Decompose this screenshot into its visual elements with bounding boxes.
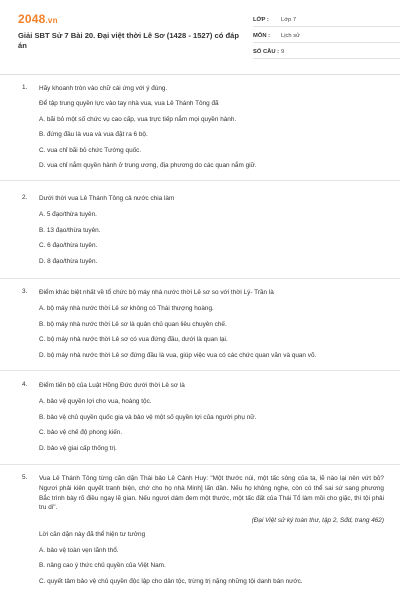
logo-suffix: .vn <box>45 16 58 25</box>
question-text: Điểm tiến bộ của Luật Hồng Đức dưới thời Lê sơ là <box>39 382 185 389</box>
option-b[interactable]: B. bảo vệ chủ quyền quốc gia và bảo vệ một số quyền lợi của người phụ nữ. <box>39 413 257 421</box>
option-d[interactable]: D. bộ máy nhà nước thời Lê sơ đứng đầu là vua, giúp việc vua có các chức quan văn và quan võ. <box>39 351 317 359</box>
option-b[interactable]: B. đứng đầu là vua và vua đặt ra 6 bộ. <box>39 131 148 138</box>
logo-number: 2048 <box>18 12 46 26</box>
meta-grade <box>253 14 400 27</box>
question-separator <box>0 278 400 279</box>
option-a[interactable]: A. 5 đạo/thừa tuyên. <box>39 211 97 218</box>
question-subtext: Để tập trung quyền lực vào tay nhà vua, vua Lê Thánh Tông đã <box>39 100 219 107</box>
option-c[interactable]: C. vua chỉ bãi bỏ chức Tướng quốc. <box>39 146 142 154</box>
question-number: 3. <box>22 288 28 295</box>
option-c[interactable]: C. quyết tâm bảo vệ chủ quyền độc lập cho dân tộc, trừng trị nặng những tội danh bán nước. <box>39 577 303 585</box>
option-b[interactable]: B. nâng cao ý thức chủ quyền của Việt Nam. <box>39 562 166 570</box>
page-title: Giải SBT Sử 7 Bài 20. Đại việt thời Lê Sơ (1428 - 1527) có đáp án <box>18 31 239 50</box>
site-logo[interactable] <box>18 12 58 26</box>
meta-key: SỐ CÂU : <box>253 49 280 55</box>
header-divider <box>0 74 400 75</box>
meta-key: LỚP : <box>253 17 269 23</box>
question-text: Dưới thời vua Lê Thánh Tông cả nước chia làm <box>39 195 175 202</box>
question-separator <box>0 464 400 465</box>
question-number: 5. <box>22 474 28 481</box>
option-d[interactable]: D. vua chỉ nắm quyền hành ở trung ương, địa phương do các quan nắm giữ. <box>39 162 257 169</box>
meta-value: Lớp 7 <box>281 17 297 23</box>
meta-value: Lịch sử <box>281 33 301 39</box>
question-3 <box>22 288 384 360</box>
question-number: 2. <box>22 194 28 201</box>
question-text: Vua Lê Thánh Tông từng căn dặn Thái bảo Lê Cảnh Huy: "Một thước núi, một tấc sông của ta, lẽ nào lại nên vứt bỏ? Ngươi phải kiên quyết tranh biện, chớ cho họ nhà Minh] lấn dần. Nếu họ không nghe, còn có thể sai sứ sang phương Bắc trình bày rõ điều ngay lẽ gian. Nếu ngươi dám đem một thước, một tấc đất của Thái Tổ làm mồi cho giặc, thì tội phải tru di". <box>39 475 384 512</box>
option-c[interactable]: C. bộ máy nhà nước thời Lê sơ có vua đứng đầu, dưới là quan lại. <box>39 336 228 343</box>
question-2 <box>22 194 384 266</box>
option-a[interactable]: A. bảo vệ quyền lợi cho vua, hoàng tộc. <box>39 398 152 405</box>
question-separator <box>0 180 400 181</box>
meta-subject <box>253 30 400 43</box>
question-number: 1. <box>22 84 28 91</box>
option-d[interactable]: D. bảo vệ giai cấp thống trị. <box>39 444 117 452</box>
question-5 <box>22 474 384 586</box>
question-text: Điểm khác biệt nhất về tổ chức bộ máy nhà nước thời Lê sơ so với thời Lý- Trần là <box>39 289 274 296</box>
header <box>18 12 384 64</box>
question-subtext: Lời căn dặn này đã thể hiện tư tưởng <box>39 531 146 539</box>
option-a[interactable]: A. bộ máy nhà nước thời Lê sơ không có Thái thượng hoàng. <box>39 305 214 312</box>
question-1 <box>22 84 384 171</box>
question-text: Hãy khoanh tròn vào chữ cái ứng với ý đúng. <box>39 85 168 92</box>
option-a[interactable]: A. bãi bỏ một số chức vụ cao cấp, vua trực tiếp nắm mọi quyền hành. <box>39 115 237 123</box>
option-c[interactable]: C. bảo vệ chế độ phong kiến. <box>39 429 123 436</box>
option-d[interactable]: D. 8 đạo/thừa tuyên. <box>39 257 98 265</box>
meta-value: 9 <box>281 49 285 55</box>
option-b[interactable]: B. 13 đạo/thừa tuyên. <box>39 226 101 234</box>
question-number: 4. <box>22 381 28 388</box>
option-c[interactable]: C. 6 đạo/thừa tuyên. <box>39 242 98 249</box>
question-4 <box>22 381 384 453</box>
meta-question-count <box>253 46 400 59</box>
quote-source: (Đại Việt sử ký toàn thư, tập 2, Sđd, trang 462) <box>251 517 384 525</box>
meta-key: MÔN : <box>253 33 271 39</box>
option-a[interactable]: A. bảo vệ toàn vẹn lãnh thổ. <box>39 546 119 554</box>
question-separator <box>0 370 400 371</box>
meta-info <box>253 14 400 62</box>
option-b[interactable]: B. bộ máy nhà nước thời Lê sơ là quân chủ quan liêu chuyên chế. <box>39 320 227 328</box>
